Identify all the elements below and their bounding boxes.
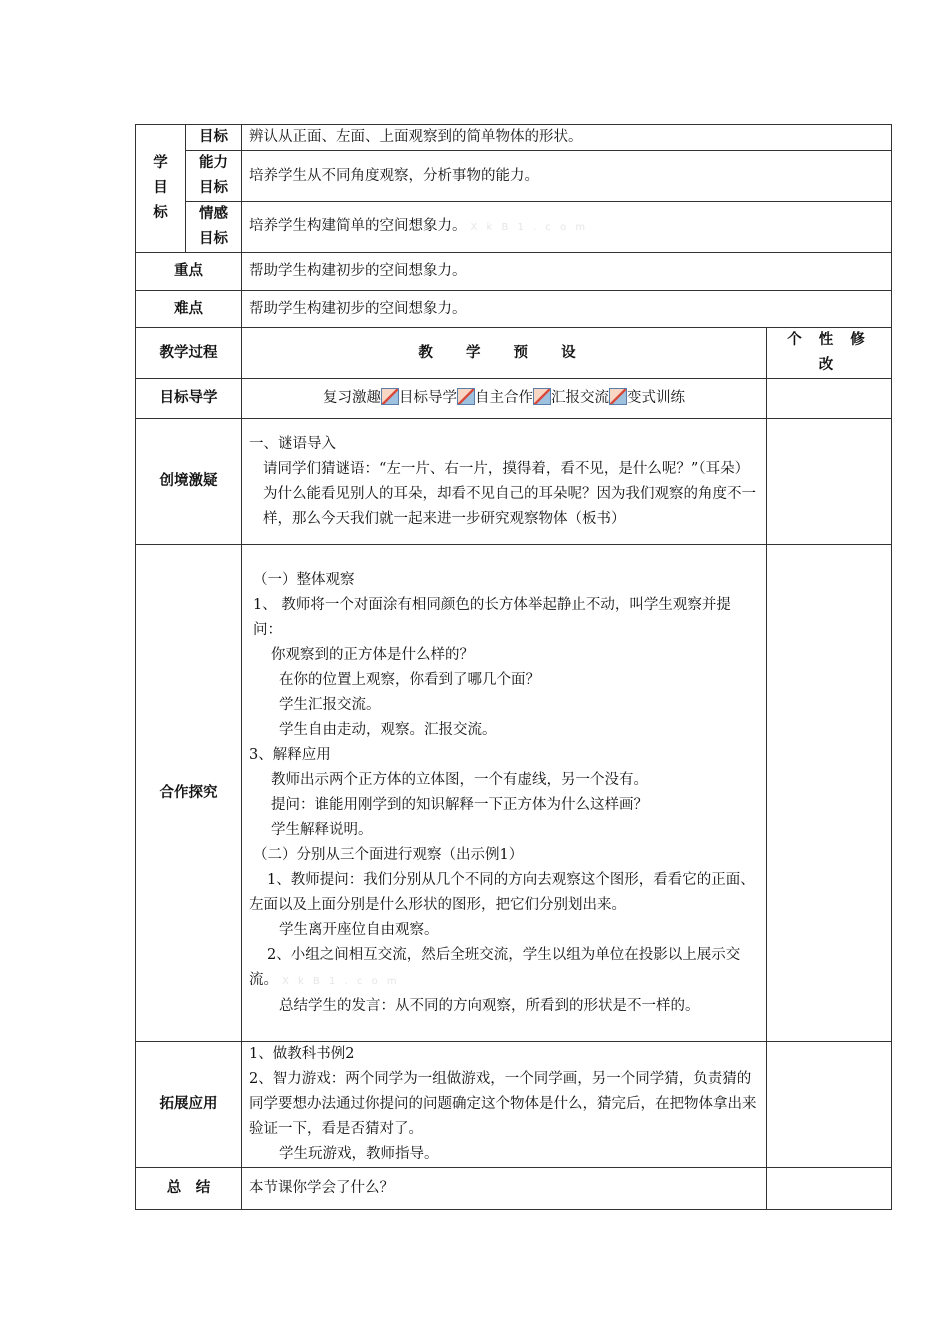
guide-steps — [242, 379, 767, 419]
explore-line: 3、解释应用 — [249, 746, 331, 763]
explore-line: 学生解释说明。 — [271, 821, 373, 838]
step-4: 汇报交流 — [551, 390, 609, 406]
explore-line: 在你的位置上观察，你看到了哪几个面？ — [279, 671, 540, 688]
watermark: X k B 1 . c o m — [470, 222, 589, 233]
explore-line: 提问：谁能用刚学到的知识解释一下正方体为什么这样画？ — [271, 796, 648, 813]
explore-line: （一）整体观察 — [253, 571, 355, 588]
header-modify: 个 性 修 改 — [767, 328, 892, 379]
explore-line: 2、小组之间相互交流，然后全班交流，学生以组为单位在投影以上展示交流。 X k B 1 . c o m — [249, 946, 741, 988]
key-point-row — [136, 253, 892, 291]
summary-text: 本节课你学会了什么？ — [242, 1168, 767, 1210]
apply-line: 1、做教科书例2 — [249, 1046, 355, 1062]
difficulty-label: 难点 — [136, 291, 242, 328]
explore-row — [136, 545, 892, 1042]
goal-label-knowledge: 目标 — [186, 125, 242, 151]
header-design: 教 学 预 设 — [242, 328, 767, 379]
explore-line: 1、教师提问：我们分别从几个不同的方向去观察这个图形，看看它的正面、左面以及上面分别是什么形状的图形，把它们分别划出来。 — [249, 871, 755, 913]
apply-content — [242, 1042, 767, 1168]
goal-label-ability: 能力目标 — [186, 151, 242, 202]
guide-modify-cell — [767, 379, 892, 419]
apply-label: 拓展应用 — [136, 1042, 242, 1168]
goal-text-ability: 培养学生从不同角度观察，分析事物的能力。 — [242, 151, 892, 202]
goal-text-knowledge: 辨认从正面、左面、上面观察到的简单物体的形状。 — [242, 125, 892, 151]
lesson-plan-table — [135, 124, 892, 1210]
step-5: 变式训练 — [627, 390, 685, 406]
guide-label: 目标导学 — [136, 379, 242, 419]
explore-line: 你观察到的正方体是什么样的？ — [271, 646, 474, 663]
explore-content — [242, 545, 767, 1042]
apply-line: 学生玩游戏，教师指导。 — [279, 1146, 439, 1162]
goals-group-label: 学 目 标 — [136, 125, 186, 253]
intro-row — [136, 419, 892, 545]
key-point-text: 帮助学生构建初步的空间想象力。 — [242, 253, 892, 291]
summary-modify-cell — [767, 1168, 892, 1210]
key-point-label: 重点 — [136, 253, 242, 291]
arrow-image-icon — [609, 388, 627, 405]
apply-line: 2、智力游戏：两个同学为一组做游戏，一个同学画，另一个同学猜，负责猜的同学要想办法通过你提问的问题确定这个物体是什么，猜完后，在把物体拿出来验证一下，看是否猜对了。 — [249, 1071, 757, 1137]
explore-label: 合作探究 — [136, 545, 242, 1042]
explore-modify-cell — [767, 545, 892, 1042]
step-2: 目标导学 — [399, 390, 457, 406]
explore-line: 教师出示两个正方体的立体图，一个有虚线，另一个没有。 — [271, 771, 648, 788]
explore-line: 总结学生的发言：从不同的方向观察，所看到的形状是不一样的。 — [279, 997, 700, 1014]
apply-row — [136, 1042, 892, 1168]
intro-content — [242, 419, 767, 545]
intro-line: 请同学们猜谜语：“左一片、右一片，摸得着，看不见，是什么呢？”（耳朵）为什么能看见别人的耳朵，却看不见自己的耳朵呢？因为我们观察的角度不一样，那么今天我们就一起来进一步研究观察物体（板书） — [263, 460, 756, 527]
summary-row — [136, 1168, 892, 1210]
goal-text-emotion: 培养学生构建简单的空间想象力。 X k B 1 . c o m — [242, 202, 892, 253]
watermark: X k B 1 . c o m — [282, 975, 400, 987]
explore-line: 1、 教师将一个对面涂有相同颜色的长方体举起静止不动，叫学生观察并提问： — [253, 596, 731, 638]
goal-label-emotion: 情感目标 — [186, 202, 242, 253]
goal-row-ability — [136, 151, 892, 202]
difficulty-text: 帮助学生构建初步的空间想象力。 — [242, 291, 892, 328]
step-3: 自主合作 — [475, 390, 533, 406]
arrow-image-icon — [533, 388, 551, 405]
arrow-image-icon — [457, 388, 475, 405]
intro-line: 一、谜语导入 — [249, 435, 336, 452]
step-1: 复习激趣 — [323, 390, 381, 406]
intro-modify-cell — [767, 419, 892, 545]
explore-line: 学生离开座位自由观察。 — [279, 921, 439, 938]
intro-label: 创境激疑 — [136, 419, 242, 545]
process-header-row — [136, 328, 892, 379]
explore-line: 学生自由走动，观察。汇报交流。 — [279, 721, 497, 738]
summary-label: 总 结 — [136, 1168, 242, 1210]
goal-row-knowledge — [136, 125, 892, 151]
header-process: 教学过程 — [136, 328, 242, 379]
explore-line: 学生汇报交流。 — [279, 696, 381, 713]
difficulty-row — [136, 291, 892, 328]
guide-row — [136, 379, 892, 419]
goal-row-emotion — [136, 202, 892, 253]
explore-line: （二）分别从三个面进行观察（出示例1） — [253, 846, 524, 863]
arrow-image-icon — [381, 388, 399, 405]
apply-modify-cell — [767, 1042, 892, 1168]
